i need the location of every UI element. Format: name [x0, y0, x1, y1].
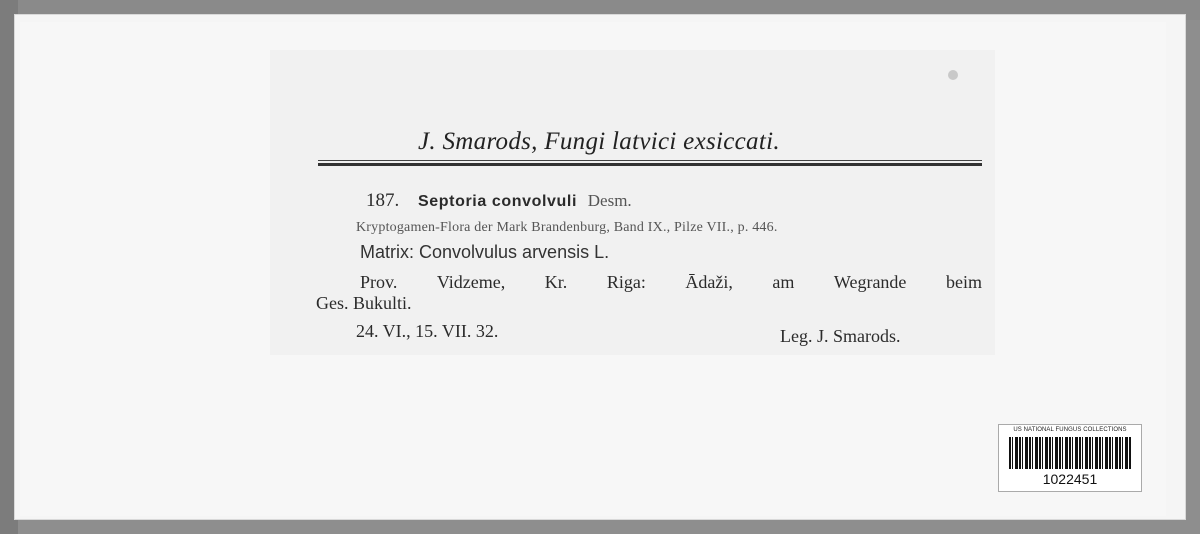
barcode-bars: [1009, 437, 1131, 469]
locality-word: am: [772, 272, 795, 292]
barcode-label: [998, 424, 1142, 492]
collection-date: 24. VI., 15. VII. 32.: [356, 321, 499, 341]
matrix-line: Matrix: Convolvulus arvensis L.: [360, 242, 610, 262]
locality-word: Kr.: [544, 272, 568, 292]
locality-word: Riga:: [606, 272, 646, 292]
species-authority: Desm.: [587, 191, 632, 210]
species-name: Septoria convolvuli: [418, 193, 577, 210]
title-rule-thin: [318, 160, 982, 161]
collector: Leg. J. Smarods.: [780, 326, 901, 346]
exsiccata-number: 187.: [366, 190, 400, 211]
locality-line: [360, 272, 982, 293]
barcode-header: US NATIONAL FUNGUS COLLECTIONS: [1013, 427, 1127, 433]
reference-line: Kryptogamen-Flora der Mark Brandenburg, Band IX., Pilze VII., p. 446.: [356, 220, 778, 235]
locality-word: Vidzeme,: [436, 272, 506, 292]
title-rule-thick: [318, 163, 982, 166]
species-line: [366, 190, 632, 212]
locality-word: beim: [945, 272, 982, 292]
locality-continuation: Ges. Bukulti.: [316, 293, 412, 313]
barcode-number: 1022451: [1042, 471, 1098, 487]
locality-word: Wegrande: [833, 272, 907, 292]
mark-dot: [948, 70, 958, 80]
series-title: J. Smarods, Fungi latvici exsiccati.: [418, 128, 780, 155]
locality-word: Prov.: [360, 272, 398, 292]
locality-word: Ādaži,: [685, 272, 733, 292]
